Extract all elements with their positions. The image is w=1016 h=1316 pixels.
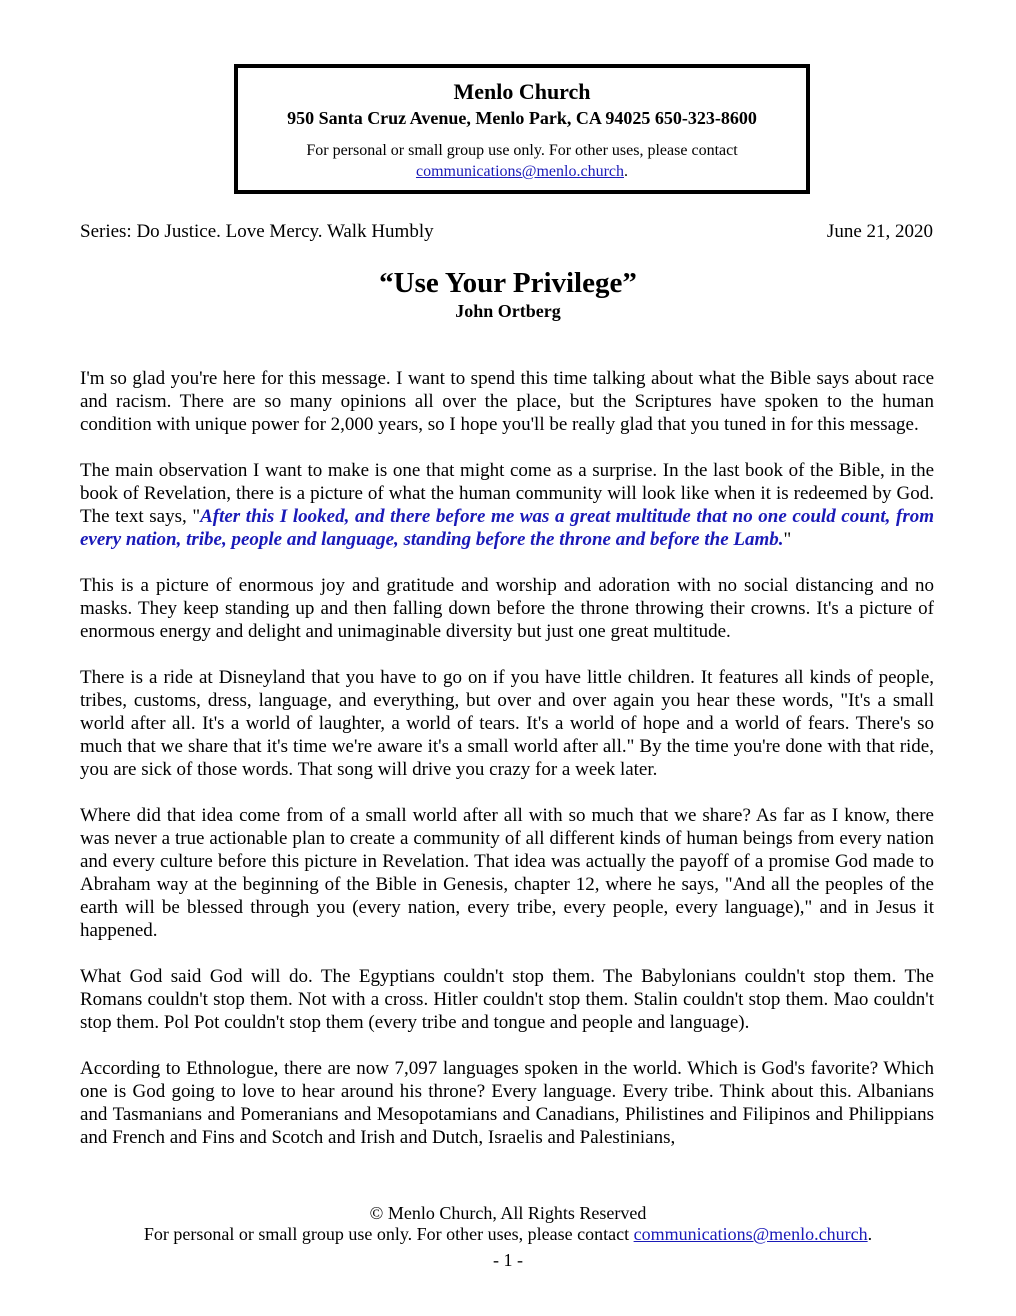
usage-note-period: . xyxy=(624,163,628,180)
footer-usage-text: For personal or small group use only. For other uses, please contact xyxy=(143,1224,630,1244)
page-number: - 1 - xyxy=(493,1250,523,1270)
paragraph-1: I'm so glad you're here for this message. I want to spend this time talking about what the Bible says about race and racism. There are so many opinions all over the place, but the Scriptures have spoken to the human condition with unique power for 2,000 years, so I hope you'll be really glad that you tuned in for this message. xyxy=(80,368,934,435)
church-address: 950 Santa Cruz Avenue, Menlo Park, CA 94025 650-323-8600 xyxy=(287,108,757,128)
scripture-quote: After this I looked, and there before me was a great multitude that no one could count, from every nation, tribe, people and language, standing before the throne and before the Lamb. xyxy=(80,506,934,550)
usage-note-text: For personal or small group use only. For other uses, please contact xyxy=(306,142,738,159)
paragraph-7: According to Ethnologue, there are now 7,097 languages spoken in the world. Which is God's favorite? Which one is God going to love to hear around his throne? Every language. Every tribe. Think about this. Albanians and Tasmanians and Pomeranians and Mesopotamians and Canadians, Philistines and Filipinos and Philippians and French and Fins and Scotch and Irish and Dutch, Israelis and Palestinians, xyxy=(80,1058,934,1148)
paragraph-4: There is a ride at Disneyland that you have to go on if you have little children. It features all kinds of people, tribes, customs, dress, language, and everything, but over and over again you hear these words, "It's a small world after all. It's a world of laughter, a world of tears. It's a world of hope and a world of fears. There's so much that we share that it's time we're aware it's a small world after all." By the time you're done with that ride, you are sick of those words. That song will drive you crazy for a week later. xyxy=(80,667,934,780)
footer-copyright: © Menlo Church, All Rights Reserved xyxy=(369,1203,647,1223)
paragraph-3: This is a picture of enormous joy and gratitude and worship and adoration with no social distancing and no masks. They keep standing up and then falling down before the throne throwing their crowns. It's a picture of enormous energy and delight and unimaginable diversity but just one great multitude. xyxy=(80,575,934,642)
paragraph-6: What God said God will do. The Egyptians couldn't stop them. The Babylonians couldn't stop them. The Romans couldn't stop them. Not with a cross. Hitler couldn't stop them. Stalin couldn't stop them. Mao couldn't stop them. Pol Pot couldn't stop them (every tribe and tongue and people and language). xyxy=(80,966,934,1033)
page-footer xyxy=(0,1203,1016,1271)
paragraph-5: Where did that idea come from of a small world after all with so much that we share? As far as I know, there was never a true actionable plan to create a community of all different kinds of human beings from every nation and every culture before this picture in Revelation. That idea was actually the payoff of a promise God made to Abraham way at the beginning of the Bible in Genesis, chapter 12, where he says, "And all the peoples of the earth will be blessed through you (every nation, every tribe, every people, every language)," and in Jesus it happened. xyxy=(80,805,934,941)
paragraph-2-close: " xyxy=(783,529,792,550)
sermon-author: John Ortberg xyxy=(455,301,561,321)
footer-usage-note xyxy=(0,1224,1016,1245)
paragraph-2 xyxy=(80,459,934,551)
series-label: Series: Do Justice. Love Mercy. Walk Humbly xyxy=(80,221,434,242)
sermon-date: June 21, 2020 xyxy=(826,221,933,242)
usage-note xyxy=(238,140,806,182)
sermon-body xyxy=(80,367,934,1172)
footer-period: . xyxy=(867,1224,873,1244)
paragraph-2-intro: The main observation I want to make is one that might come as a surprise. In the last book of the Bible, in the book of Revelation, there is a picture of what the human community will look like when it is redeemed by God. The text says, " xyxy=(80,460,934,527)
church-header-box xyxy=(234,64,810,194)
series-row xyxy=(80,220,933,244)
church-name: Menlo Church xyxy=(453,79,591,104)
contact-email-link[interactable]: communications@menlo.church xyxy=(415,163,624,180)
footer-email-link[interactable]: communications@menlo.church xyxy=(633,1224,868,1244)
sermon-title: “Use Your Privilege” xyxy=(379,267,637,299)
